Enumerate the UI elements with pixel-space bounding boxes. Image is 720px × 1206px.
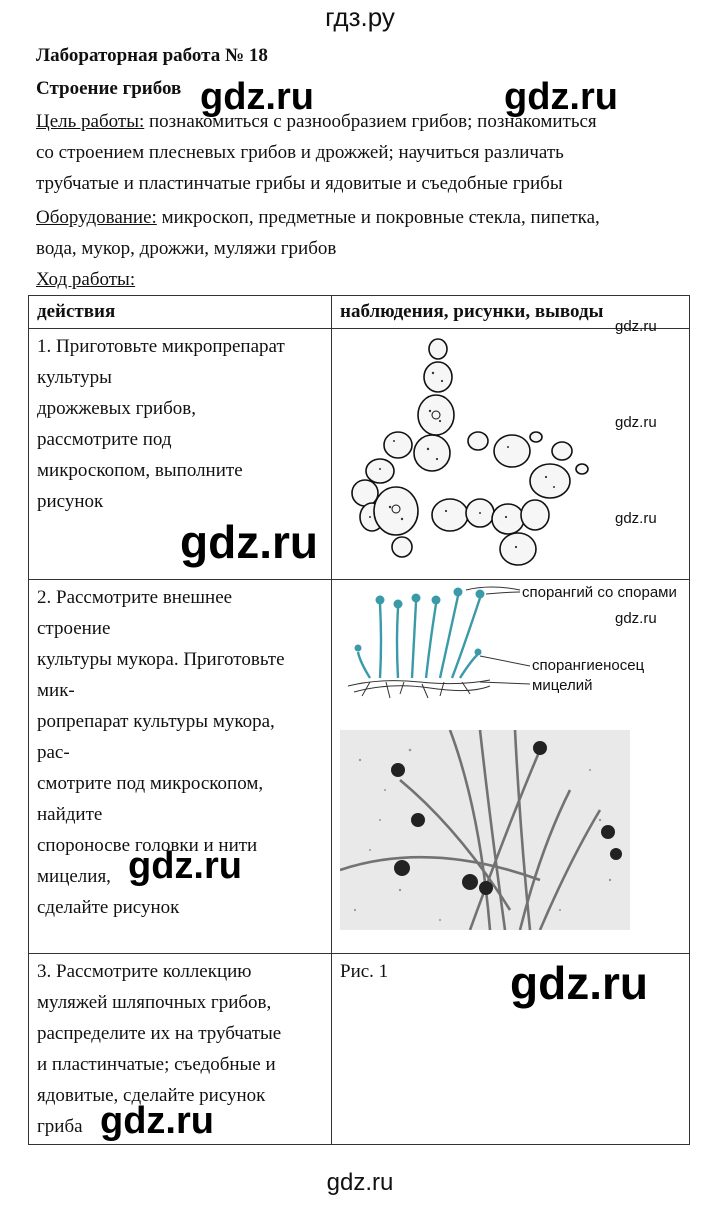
action-line: культуры мукора. Приготовьте: [37, 649, 285, 670]
goal-line: со строением плесневых грибов и дрожжей; научиться различать: [36, 142, 564, 163]
goal-paragraph: [36, 106, 686, 199]
action-line: распределите их на трубчатые: [37, 1023, 282, 1044]
action-line: микроскопом, выполните: [37, 460, 243, 481]
mucor-micrograph: [340, 730, 630, 930]
lab-subtitle: Строение грибов: [36, 78, 182, 99]
action-cell: [29, 580, 332, 954]
procedure-label: Ход работы:: [36, 269, 136, 290]
table-header-row: [29, 296, 690, 329]
action-line: найдите: [37, 804, 103, 825]
action-line: сделайте рисунок: [37, 897, 180, 918]
action-line: строение: [37, 618, 111, 639]
observation-cell: [332, 329, 690, 580]
action-line: мицелия,: [37, 866, 111, 887]
watermark: gdz.ru: [180, 516, 318, 568]
watermark: gdz.ru: [510, 957, 648, 1009]
action-line: культуры: [37, 367, 112, 388]
mycelium-label: мицелий: [532, 677, 593, 694]
table-row: [29, 329, 690, 580]
observation-cell: [332, 580, 690, 954]
action-line: 2. Рассмотрите внешнее: [37, 587, 233, 608]
yeast-cells-drawing: [340, 331, 680, 567]
action-line: дрожжевых грибов,: [37, 398, 196, 419]
watermark: gdz.ru: [100, 1100, 214, 1142]
column-header-actions: действия: [29, 296, 332, 329]
action-line: муляжей шляпочных грибов,: [37, 992, 272, 1013]
action-line: рас-: [37, 742, 70, 763]
action-line: 3. Рассмотрите коллекцию: [37, 961, 252, 982]
watermark-small: gdz.ru: [615, 318, 657, 335]
equipment-label: Оборудование:: [36, 207, 157, 228]
equipment-line: микроскоп, предметные и покровные стекла, пипетка,: [156, 207, 600, 228]
sporangiophore-label: спорангиеносец: [532, 657, 645, 674]
figure-caption: Рис. 1: [340, 961, 389, 982]
column-header-observations: наблюдения, рисунки, выводы: [332, 296, 690, 329]
sporangium-label: спорангий со спорами: [522, 584, 677, 601]
watermark: gdz.ru: [200, 76, 314, 118]
watermark: gdz.ru: [128, 845, 242, 887]
action-line: мик-: [37, 680, 75, 701]
action-line: гриба: [37, 1116, 83, 1137]
action-line: ядовитые, сделайте рисунок: [37, 1085, 266, 1106]
watermark: gdz.ru: [504, 76, 618, 118]
site-header: гдз.ру: [325, 2, 395, 32]
watermark-small: gdz.ru: [615, 414, 657, 431]
goal-label: Цель работы:: [36, 111, 145, 132]
mucor-diagram: [340, 582, 680, 722]
action-line: смотрите под микроскопом,: [37, 773, 264, 794]
action-line: ропрепарат культуры мукора,: [37, 711, 275, 732]
goal-line: познакомиться с разнообразием грибов; познакомиться: [144, 111, 597, 132]
goal-line: трубчатые и пластинчатые грибы и ядовитые и съедобные грибы: [36, 173, 563, 194]
lab-title: Лабораторная работа № 18: [36, 45, 268, 66]
watermark-small: gdz.ru: [615, 510, 657, 527]
equipment-line: вода, мукор, дрожжи, муляжи грибов: [36, 238, 337, 259]
action-line: и пластинчатые; съедобные и: [37, 1054, 276, 1075]
action-line: 1. Приготовьте микропрепарат: [37, 336, 285, 357]
action-line: спороносвe головки и нити: [37, 835, 258, 856]
equipment-paragraph: [36, 202, 686, 264]
watermark-small: gdz.ru: [615, 610, 657, 627]
action-line: рассмотрите под: [37, 429, 172, 450]
procedure-table: [28, 295, 690, 1145]
site-footer: gdz.ru: [326, 1169, 394, 1196]
table-row: [29, 580, 690, 954]
action-line: рисунок: [37, 491, 104, 512]
